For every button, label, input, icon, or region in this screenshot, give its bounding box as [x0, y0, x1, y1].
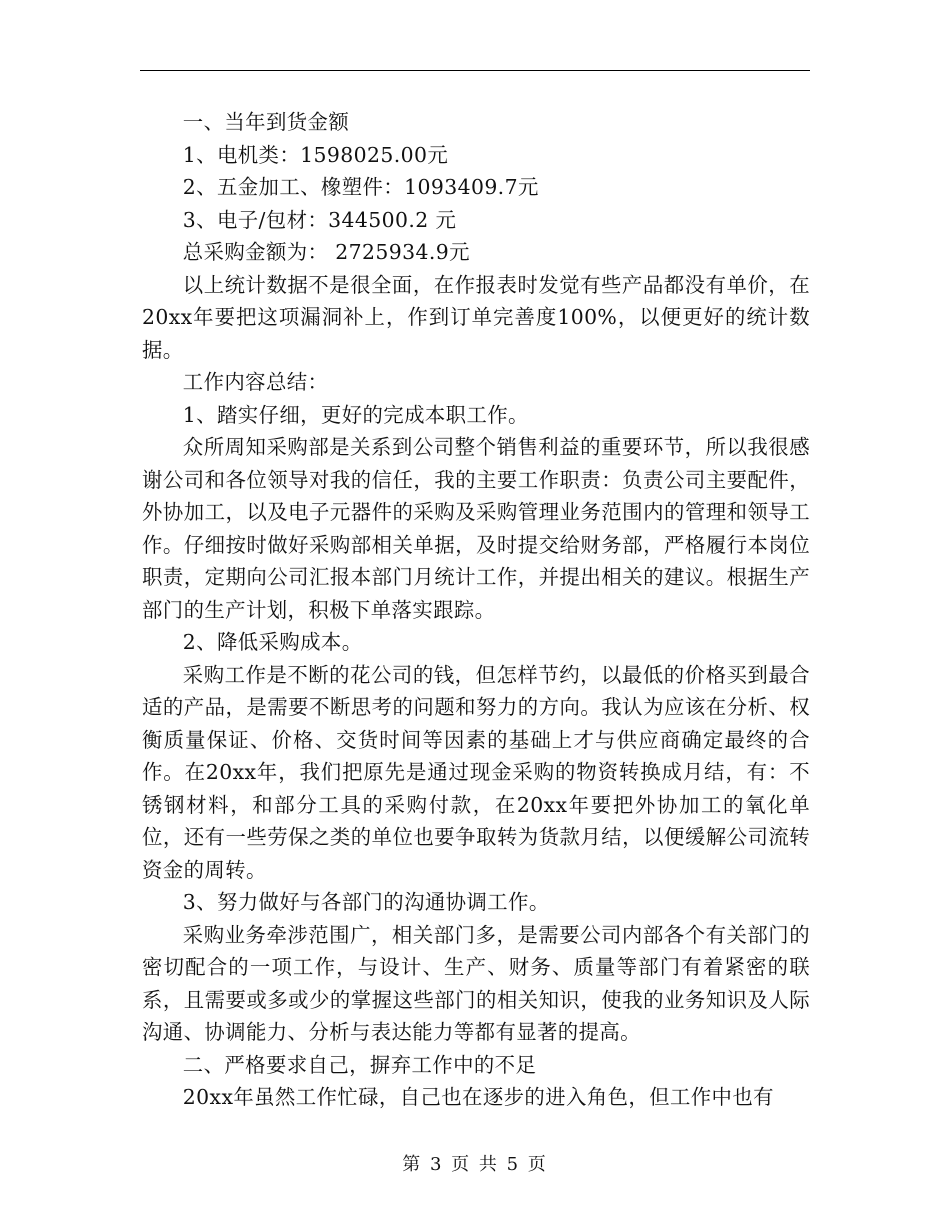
point-2-body: 采购工作是不断的花公司的钱，但怎样节约，以最低的价格买到最合适的产品，是需要不断思考的问题和努力的方向。我认为应该在分析、权衡质量保证、价格、交货时间等因素的基础上才与供应商确定最终的合作。在20xx年，我们把原先是通过现金采购的物资转换成月结，有：不锈钢材料，和部分工具的采购付款，在20xx年要把外协加工的氧化单位，还有一些劳保之类的单位也要争取转为货款月结，以便缓解公司流转资金的周转。 — [142, 662, 810, 882]
work-summary-heading: 工作内容总结： — [182, 370, 329, 394]
point-2-heading: 2、降低采购成本。 — [182, 630, 363, 654]
point-3-heading: 3、努力做好与各部门的沟通协调工作。 — [182, 890, 550, 914]
page-footer: 第 3 页 共 5 页 — [402, 1154, 548, 1175]
header-rule — [140, 70, 810, 71]
point-1-body: 众所周知采购部是关系到公司整个销售利益的重要环节，所以我很感谢公司和各位领导对我的信任，我的主要工作职责：负责公司主要配件，外协加工，以及电子元器件的采购及采购管理业务范围内的管理和领导工作。仔细按时做好采购部相关单据，及时提交给财务部，严格履行本岗位职责，定期向公司汇报本部门月统计工作，并提出相关的建议。根据生产部门的生产计划，积极下单落实跟踪。 — [142, 435, 810, 622]
total-purchase-amount: 总采购金额为： 2725934.9元 — [182, 240, 470, 264]
section-heading-arrivals: 一、当年到货金额 — [182, 110, 350, 134]
statistics-note: 以上统计数据不是很全面，在作报表时发觉有些产品都没有单价，在20xx年要把这项漏洞补上，作到订单完善度100%，以便更好的统计数据。 — [142, 272, 810, 362]
document-body — [142, 106, 810, 1114]
item-electronics-packaging: 3、电子/包材：344500.2 元 — [182, 207, 457, 232]
item-motors: 1、电机类：1598025.00元 — [182, 142, 449, 167]
point-3-body: 采购业务牵涉范围广，相关部门多，是需要公司内部各个有关部门的密切配合的一项工作，与设计、生产、财务、质量等部门有着紧密的联系，且需要或多或少的掌握这些部门的相关知识，使我的业务知识及人际沟通、协调能力、分析与表达能力等都有显著的提高。 — [142, 922, 810, 1044]
item-hardware-rubber: 2、五金加工、橡塑件：1093409.7元 — [182, 175, 539, 199]
section-heading-self-requirements: 二、严格要求自己，摒弃工作中的不足 — [182, 1052, 537, 1077]
section-2-body: 20xx年虽然工作忙碌，自己也在逐步的进入角色，但工作中也有 — [182, 1085, 774, 1109]
point-1-heading: 1、踏实仔细，更好的完成本职工作。 — [182, 402, 529, 427]
